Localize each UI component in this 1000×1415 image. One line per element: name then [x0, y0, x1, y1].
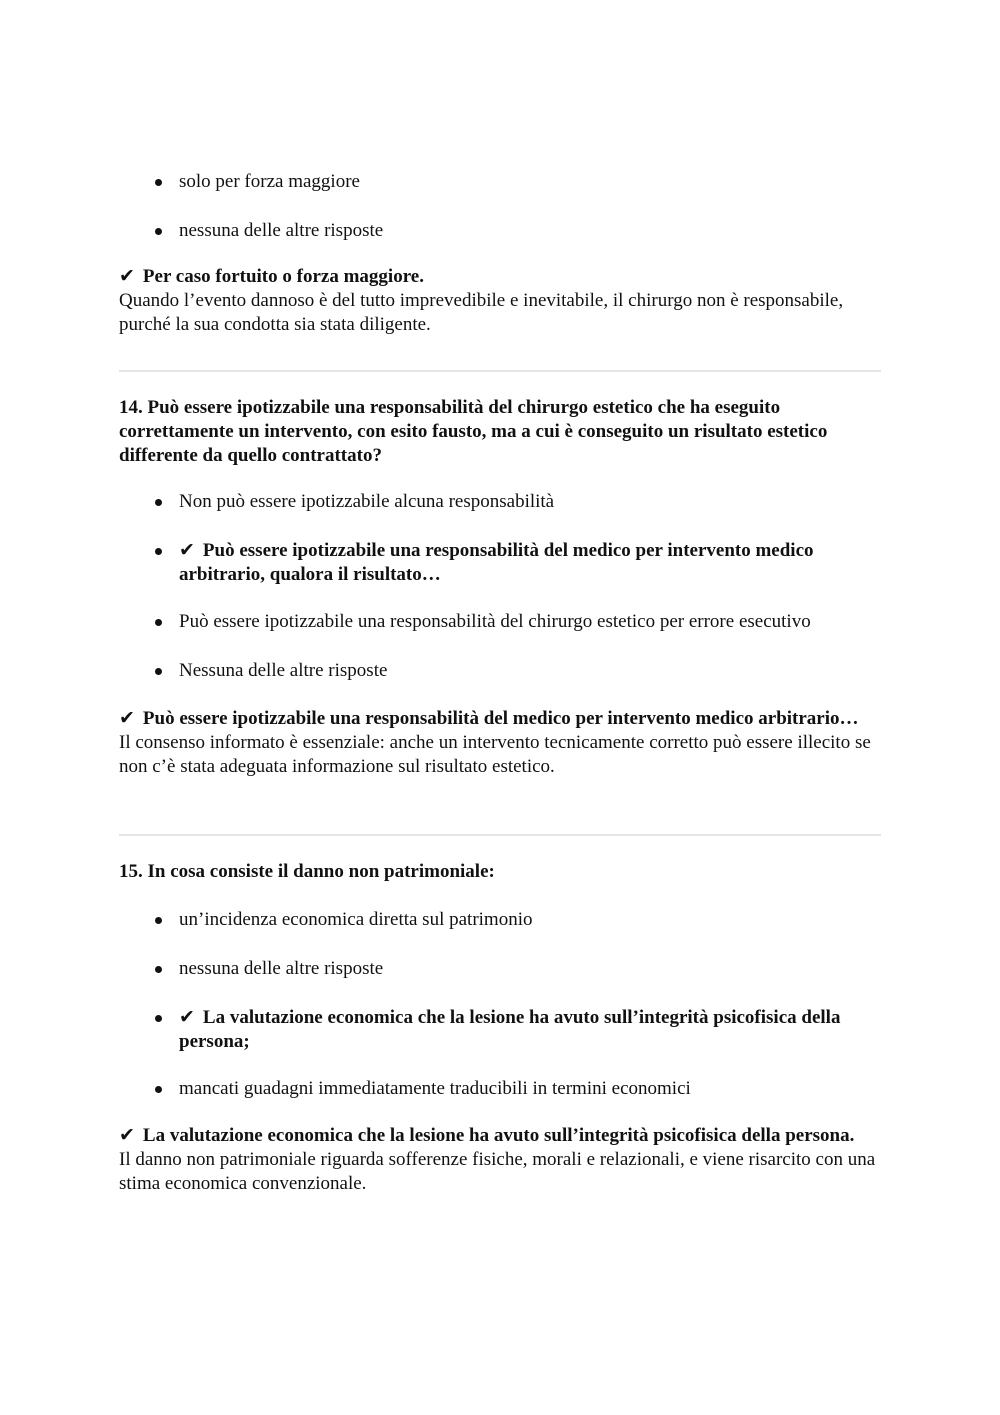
bullet-icon — [155, 179, 162, 186]
answer-explanation: Quando l’evento dannoso è del tutto imprevedibile e inevitabile, il chirurgo non è responsabile, purché la sua condotta sia stata diligente. — [119, 290, 844, 335]
option-item: Può essere ipotizzabile una responsabilità del chirurgo estetico per errore esecutivo — [179, 611, 811, 632]
bullet-icon — [155, 548, 162, 555]
option-item: nessuna delle altre risposte — [179, 220, 384, 241]
section-divider — [119, 834, 881, 836]
check-icon: ✔ — [179, 1007, 195, 1028]
answer-explanation: Il danno non patrimoniale riguarda sofferenze fisiche, morali e relazionali, e viene risarcito con una stima economica convenzionale. — [119, 1149, 876, 1194]
bullet-icon — [155, 668, 162, 675]
option-text: Può essere ipotizzabile una responsabilità del medico per intervento medico arbitrario, qualora il risultato… — [179, 540, 814, 585]
bullet-icon — [155, 1015, 162, 1022]
bullet-icon — [155, 966, 162, 973]
check-icon: ✔ — [119, 266, 135, 287]
option-text: La valutazione economica che la lesione ha avuto sull’integrità psicofisica della persona; — [179, 1007, 841, 1052]
answer-title-line — [119, 265, 884, 289]
section-divider — [119, 370, 881, 372]
answer-block — [119, 1124, 884, 1196]
answer-title: La valutazione economica che la lesione ha avuto sull’integrità psicofisica della persona. — [142, 1125, 855, 1146]
option-item: Nessuna delle altre risposte — [179, 660, 388, 681]
check-icon: ✔ — [179, 540, 195, 561]
check-icon: ✔ — [119, 708, 135, 729]
option-item-correct — [179, 1006, 884, 1054]
question-title: 15. In cosa consiste il danno non patrimoniale: — [119, 861, 495, 882]
answer-title-line — [119, 1124, 884, 1148]
check-icon: ✔ — [119, 1125, 135, 1146]
answer-title-line — [119, 707, 884, 731]
answer-title: Per caso fortuito o forza maggiore. — [142, 266, 424, 287]
option-item-correct — [179, 539, 884, 587]
option-item: nessuna delle altre risposte — [179, 958, 384, 979]
answer-title: Può essere ipotizzabile una responsabilità del medico per intervento medico arbitrario… — [142, 708, 859, 729]
option-item: mancati guadagni immediatamente traducibili in termini economici — [179, 1078, 691, 1099]
option-item: un’incidenza economica diretta sul patrimonio — [179, 909, 533, 930]
question-title: 14. Può essere ipotizzabile una responsabilità del chirurgo estetico che ha eseguito correttamente un intervento, con esito fausto, ma a cui è conseguito un risultato estetico differente da quello contrattato? — [119, 397, 828, 466]
answer-explanation: Il consenso informato è essenziale: anche un intervento tecnicamente corretto può essere illecito se non c’è stata adeguata informazione sul risultato estetico. — [119, 732, 871, 777]
bullet-icon — [155, 917, 162, 924]
answer-block — [119, 707, 884, 779]
bullet-icon — [155, 619, 162, 626]
bullet-icon — [155, 499, 162, 506]
bullet-icon — [155, 228, 162, 235]
option-item: solo per forza maggiore — [179, 171, 360, 192]
bullet-icon — [155, 1086, 162, 1093]
option-item: Non può essere ipotizzabile alcuna responsabilità — [179, 491, 555, 512]
answer-block — [119, 265, 884, 337]
